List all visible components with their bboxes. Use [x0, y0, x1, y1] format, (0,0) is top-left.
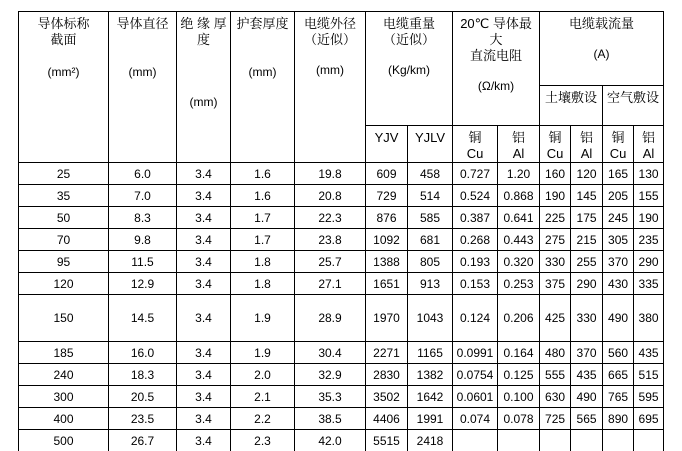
table-row — [19, 408, 664, 430]
header-title: 导体直径 — [116, 16, 169, 31]
table-cell: 7.0 — [109, 185, 177, 207]
header-soil-laying: 土壤敷设 — [540, 86, 603, 126]
table-cell: 514 — [408, 185, 453, 207]
table-cell: 255 — [571, 251, 603, 273]
table-cell: 2418 — [408, 430, 453, 451]
table-cell: 805 — [408, 251, 453, 273]
copper-symbol: Cu — [609, 146, 627, 161]
table-cell: 380 — [634, 295, 664, 342]
header-title: 电缆载流量 — [569, 16, 635, 31]
table-cell: 35.3 — [295, 386, 366, 408]
table-cell: 430 — [603, 273, 634, 295]
table-cell: 330 — [571, 295, 603, 342]
table-cell: 609 — [366, 163, 408, 185]
header-title: 截面 — [50, 32, 77, 47]
table-cell: 0.0601 — [453, 386, 498, 408]
table-cell: 1.6 — [231, 163, 295, 185]
table-cell: 1.7 — [231, 207, 295, 229]
table-cell: 14.5 — [109, 295, 177, 342]
table-cell: 3.4 — [177, 163, 231, 185]
table-cell: 0.443 — [498, 229, 540, 251]
header-title: 电缆重量 — [383, 16, 436, 31]
table-cell: 3.4 — [177, 342, 231, 364]
table-cell: 23.8 — [295, 229, 366, 251]
table-cell: 3.4 — [177, 229, 231, 251]
table-cell: 42.0 — [295, 430, 366, 451]
header-air-laying: 空气敷设 — [603, 86, 664, 126]
table-cell: 3.4 — [177, 207, 231, 229]
table-cell: 8.3 — [109, 207, 177, 229]
table-row — [19, 386, 664, 408]
table-row — [19, 163, 664, 185]
table-cell: 2.3 — [231, 430, 295, 451]
table-cell: 130 — [634, 163, 664, 185]
table-cell: 0.078 — [498, 408, 540, 430]
table-row — [19, 273, 664, 295]
table-cell: 400 — [19, 408, 109, 430]
copper-label: 铜 — [548, 130, 562, 145]
table-cell: 695 — [634, 408, 664, 430]
table-cell: 25 — [19, 163, 109, 185]
table-cell: 765 — [603, 386, 634, 408]
table-cell: 0.153 — [453, 273, 498, 295]
header-cable-weight — [366, 12, 453, 126]
aluminum-label: 铝 — [512, 130, 526, 145]
header-unit: (mm) — [128, 65, 157, 79]
table-row — [19, 364, 664, 386]
table-cell: 1.9 — [231, 342, 295, 364]
cable-spec-table — [18, 11, 664, 451]
table-cell: 26.7 — [109, 430, 177, 451]
header-soil-aluminum — [571, 126, 603, 163]
table-cell: 38.5 — [295, 408, 366, 430]
table-row — [19, 295, 664, 342]
table-cell: 22.3 — [295, 207, 366, 229]
header-unit: (Ω/km) — [477, 79, 515, 93]
table-cell — [453, 430, 498, 451]
table-cell: 0.125 — [498, 364, 540, 386]
table-cell: 1.8 — [231, 251, 295, 273]
aluminum-symbol: Al — [642, 146, 655, 161]
table-cell: 560 — [603, 342, 634, 364]
table-cell: 0.320 — [498, 251, 540, 273]
table-cell: 1651 — [366, 273, 408, 295]
table-cell: 175 — [571, 207, 603, 229]
table-cell: 120 — [571, 163, 603, 185]
table-cell: 725 — [540, 408, 571, 430]
table-row — [19, 430, 664, 451]
table-cell — [603, 430, 634, 451]
table-cell: 1970 — [366, 295, 408, 342]
table-cell: 4406 — [366, 408, 408, 430]
table-cell: 19.8 — [295, 163, 366, 185]
table-cell: 300 — [19, 386, 109, 408]
header-soil-copper — [540, 126, 571, 163]
table-cell: 0.124 — [453, 295, 498, 342]
table-cell: 190 — [540, 185, 571, 207]
table-cell: 2.1 — [231, 386, 295, 408]
header-title: 20℃ 导体最大 — [460, 16, 532, 47]
table-cell: 275 — [540, 229, 571, 251]
table-row — [19, 342, 664, 364]
table-cell: 18.3 — [109, 364, 177, 386]
table-body — [19, 163, 664, 451]
header-title: 导体标称 — [37, 16, 90, 31]
table-cell: 0.0991 — [453, 342, 498, 364]
header-insulation-thickness — [177, 12, 231, 163]
copper-symbol: Cu — [546, 146, 564, 161]
table-cell: 435 — [634, 342, 664, 364]
table-cell: 30.4 — [295, 342, 366, 364]
header-unit: (Kg/km) — [388, 63, 430, 77]
table-cell: 1.7 — [231, 229, 295, 251]
table-cell: 16.0 — [109, 342, 177, 364]
header-yjlv: YJLV — [408, 126, 453, 163]
table-cell: 890 — [603, 408, 634, 430]
header-title: 直流电阻 — [470, 48, 523, 63]
table-cell: 1382 — [408, 364, 453, 386]
table-cell: 3.4 — [177, 251, 231, 273]
table-cell: 3.4 — [177, 185, 231, 207]
table-cell: 235 — [634, 229, 664, 251]
table-cell: 240 — [19, 364, 109, 386]
table-cell: 1.20 — [498, 163, 540, 185]
table-cell: 1.6 — [231, 185, 295, 207]
copper-symbol: Cu — [466, 146, 484, 161]
table-cell: 0.253 — [498, 273, 540, 295]
table-cell: 3.4 — [177, 408, 231, 430]
table-cell: 20.8 — [295, 185, 366, 207]
header-air-aluminum — [634, 126, 664, 163]
table-row — [19, 207, 664, 229]
header-title: 电缆外径 — [303, 16, 356, 31]
table-cell: 50 — [19, 207, 109, 229]
table-cell: 6.0 — [109, 163, 177, 185]
table-cell: 0.868 — [498, 185, 540, 207]
table-cell: 35 — [19, 185, 109, 207]
table-cell: 515 — [634, 364, 664, 386]
header-dc-resistance — [453, 12, 540, 126]
table-cell: 565 — [571, 408, 603, 430]
header-unit: (mm) — [316, 63, 344, 77]
table-cell: 0.524 — [453, 185, 498, 207]
table-cell: 120 — [19, 273, 109, 295]
table-cell: 12.9 — [109, 273, 177, 295]
table-cell: 375 — [540, 273, 571, 295]
table-cell — [634, 430, 664, 451]
table-cell: 9.8 — [109, 229, 177, 251]
table-cell: 305 — [603, 229, 634, 251]
table-cell: 11.5 — [109, 251, 177, 273]
table-cell: 0.268 — [453, 229, 498, 251]
table-cell — [571, 430, 603, 451]
table-cell: 370 — [571, 342, 603, 364]
table-cell: 3.4 — [177, 364, 231, 386]
table-cell: 425 — [540, 295, 571, 342]
table-cell: 490 — [571, 386, 603, 408]
table-cell: 490 — [603, 295, 634, 342]
table-cell: 290 — [634, 251, 664, 273]
table-cell: 555 — [540, 364, 571, 386]
table-cell: 290 — [571, 273, 603, 295]
table-cell: 3.4 — [177, 295, 231, 342]
table-cell: 32.9 — [295, 364, 366, 386]
header-title: 绝 缘 厚 — [180, 16, 227, 31]
copper-label: 铜 — [468, 130, 482, 145]
table-cell: 480 — [540, 342, 571, 364]
table-cell: 630 — [540, 386, 571, 408]
table-cell: 330 — [540, 251, 571, 273]
table-cell: 1642 — [408, 386, 453, 408]
table-cell: 665 — [603, 364, 634, 386]
table-cell: 3.4 — [177, 430, 231, 451]
table-cell: 1092 — [366, 229, 408, 251]
table-cell: 458 — [408, 163, 453, 185]
table-cell: 160 — [540, 163, 571, 185]
header-air-copper — [603, 126, 634, 163]
table-cell: 0.387 — [453, 207, 498, 229]
table-cell: 145 — [571, 185, 603, 207]
table-cell: 5515 — [366, 430, 408, 451]
header-yjv: YJV — [366, 126, 408, 163]
header-unit: (A) — [593, 47, 610, 61]
header-conductor-section — [19, 12, 109, 163]
aluminum-symbol: Al — [580, 146, 593, 161]
table-cell: 155 — [634, 185, 664, 207]
table-cell: 1991 — [408, 408, 453, 430]
table-cell: 729 — [366, 185, 408, 207]
table-cell: 25.7 — [295, 251, 366, 273]
table-cell: 3502 — [366, 386, 408, 408]
table-cell: 1388 — [366, 251, 408, 273]
header-ampacity — [540, 12, 664, 86]
header-sheath-thickness — [231, 12, 295, 163]
table-cell: 27.1 — [295, 273, 366, 295]
table-row — [19, 251, 664, 273]
table-cell: 2271 — [366, 342, 408, 364]
header-conductor-diameter — [109, 12, 177, 163]
header-resistance-aluminum — [498, 126, 540, 163]
header-unit: (mm²) — [47, 65, 80, 79]
table-row — [19, 185, 664, 207]
header-title: 度 — [196, 32, 210, 47]
table-cell: 245 — [603, 207, 634, 229]
table-cell: 0.206 — [498, 295, 540, 342]
table-cell: 70 — [19, 229, 109, 251]
table-cell: 215 — [571, 229, 603, 251]
table-cell: 370 — [603, 251, 634, 273]
table-cell: 681 — [408, 229, 453, 251]
table-cell: 1165 — [408, 342, 453, 364]
table-cell: 500 — [19, 430, 109, 451]
table-cell: 0.164 — [498, 342, 540, 364]
table-cell: 0.100 — [498, 386, 540, 408]
table-cell: 205 — [603, 185, 634, 207]
table-cell: 0.641 — [498, 207, 540, 229]
table-cell: 0.0754 — [453, 364, 498, 386]
table-cell: 913 — [408, 273, 453, 295]
table-cell: 185 — [19, 342, 109, 364]
aluminum-symbol: Al — [512, 146, 525, 161]
copper-label: 铜 — [611, 130, 625, 145]
table-row — [19, 229, 664, 251]
table-cell: 3.4 — [177, 273, 231, 295]
table-cell: 20.5 — [109, 386, 177, 408]
header-title: （近似） — [303, 32, 356, 47]
table-cell: 2.0 — [231, 364, 295, 386]
table-cell: 2830 — [366, 364, 408, 386]
table-cell: 190 — [634, 207, 664, 229]
header-unit: (mm) — [248, 65, 277, 79]
table-cell: 0.727 — [453, 163, 498, 185]
header-unit: (mm) — [189, 95, 218, 109]
table-cell: 585 — [408, 207, 453, 229]
table-cell: 95 — [19, 251, 109, 273]
table-cell — [498, 430, 540, 451]
table-cell: 28.9 — [295, 295, 366, 342]
table-cell: 435 — [571, 364, 603, 386]
header-cable-od — [295, 12, 366, 163]
table-cell: 165 — [603, 163, 634, 185]
table-cell: 225 — [540, 207, 571, 229]
table-cell: 1.9 — [231, 295, 295, 342]
table-cell: 1043 — [408, 295, 453, 342]
table-cell: 595 — [634, 386, 664, 408]
header-title: （近似） — [383, 32, 436, 47]
table-cell: 0.074 — [453, 408, 498, 430]
aluminum-label: 铝 — [580, 130, 594, 145]
table-cell: 335 — [634, 273, 664, 295]
table-cell: 2.2 — [231, 408, 295, 430]
table-cell: 23.5 — [109, 408, 177, 430]
aluminum-label: 铝 — [642, 130, 656, 145]
table-cell — [540, 430, 571, 451]
table-cell: 3.4 — [177, 386, 231, 408]
table-header — [19, 12, 664, 163]
header-title: 护套厚度 — [236, 16, 289, 31]
table-cell: 876 — [366, 207, 408, 229]
header-resistance-copper — [453, 126, 498, 163]
table-cell: 150 — [19, 295, 109, 342]
table-cell: 0.193 — [453, 251, 498, 273]
table-cell: 1.8 — [231, 273, 295, 295]
